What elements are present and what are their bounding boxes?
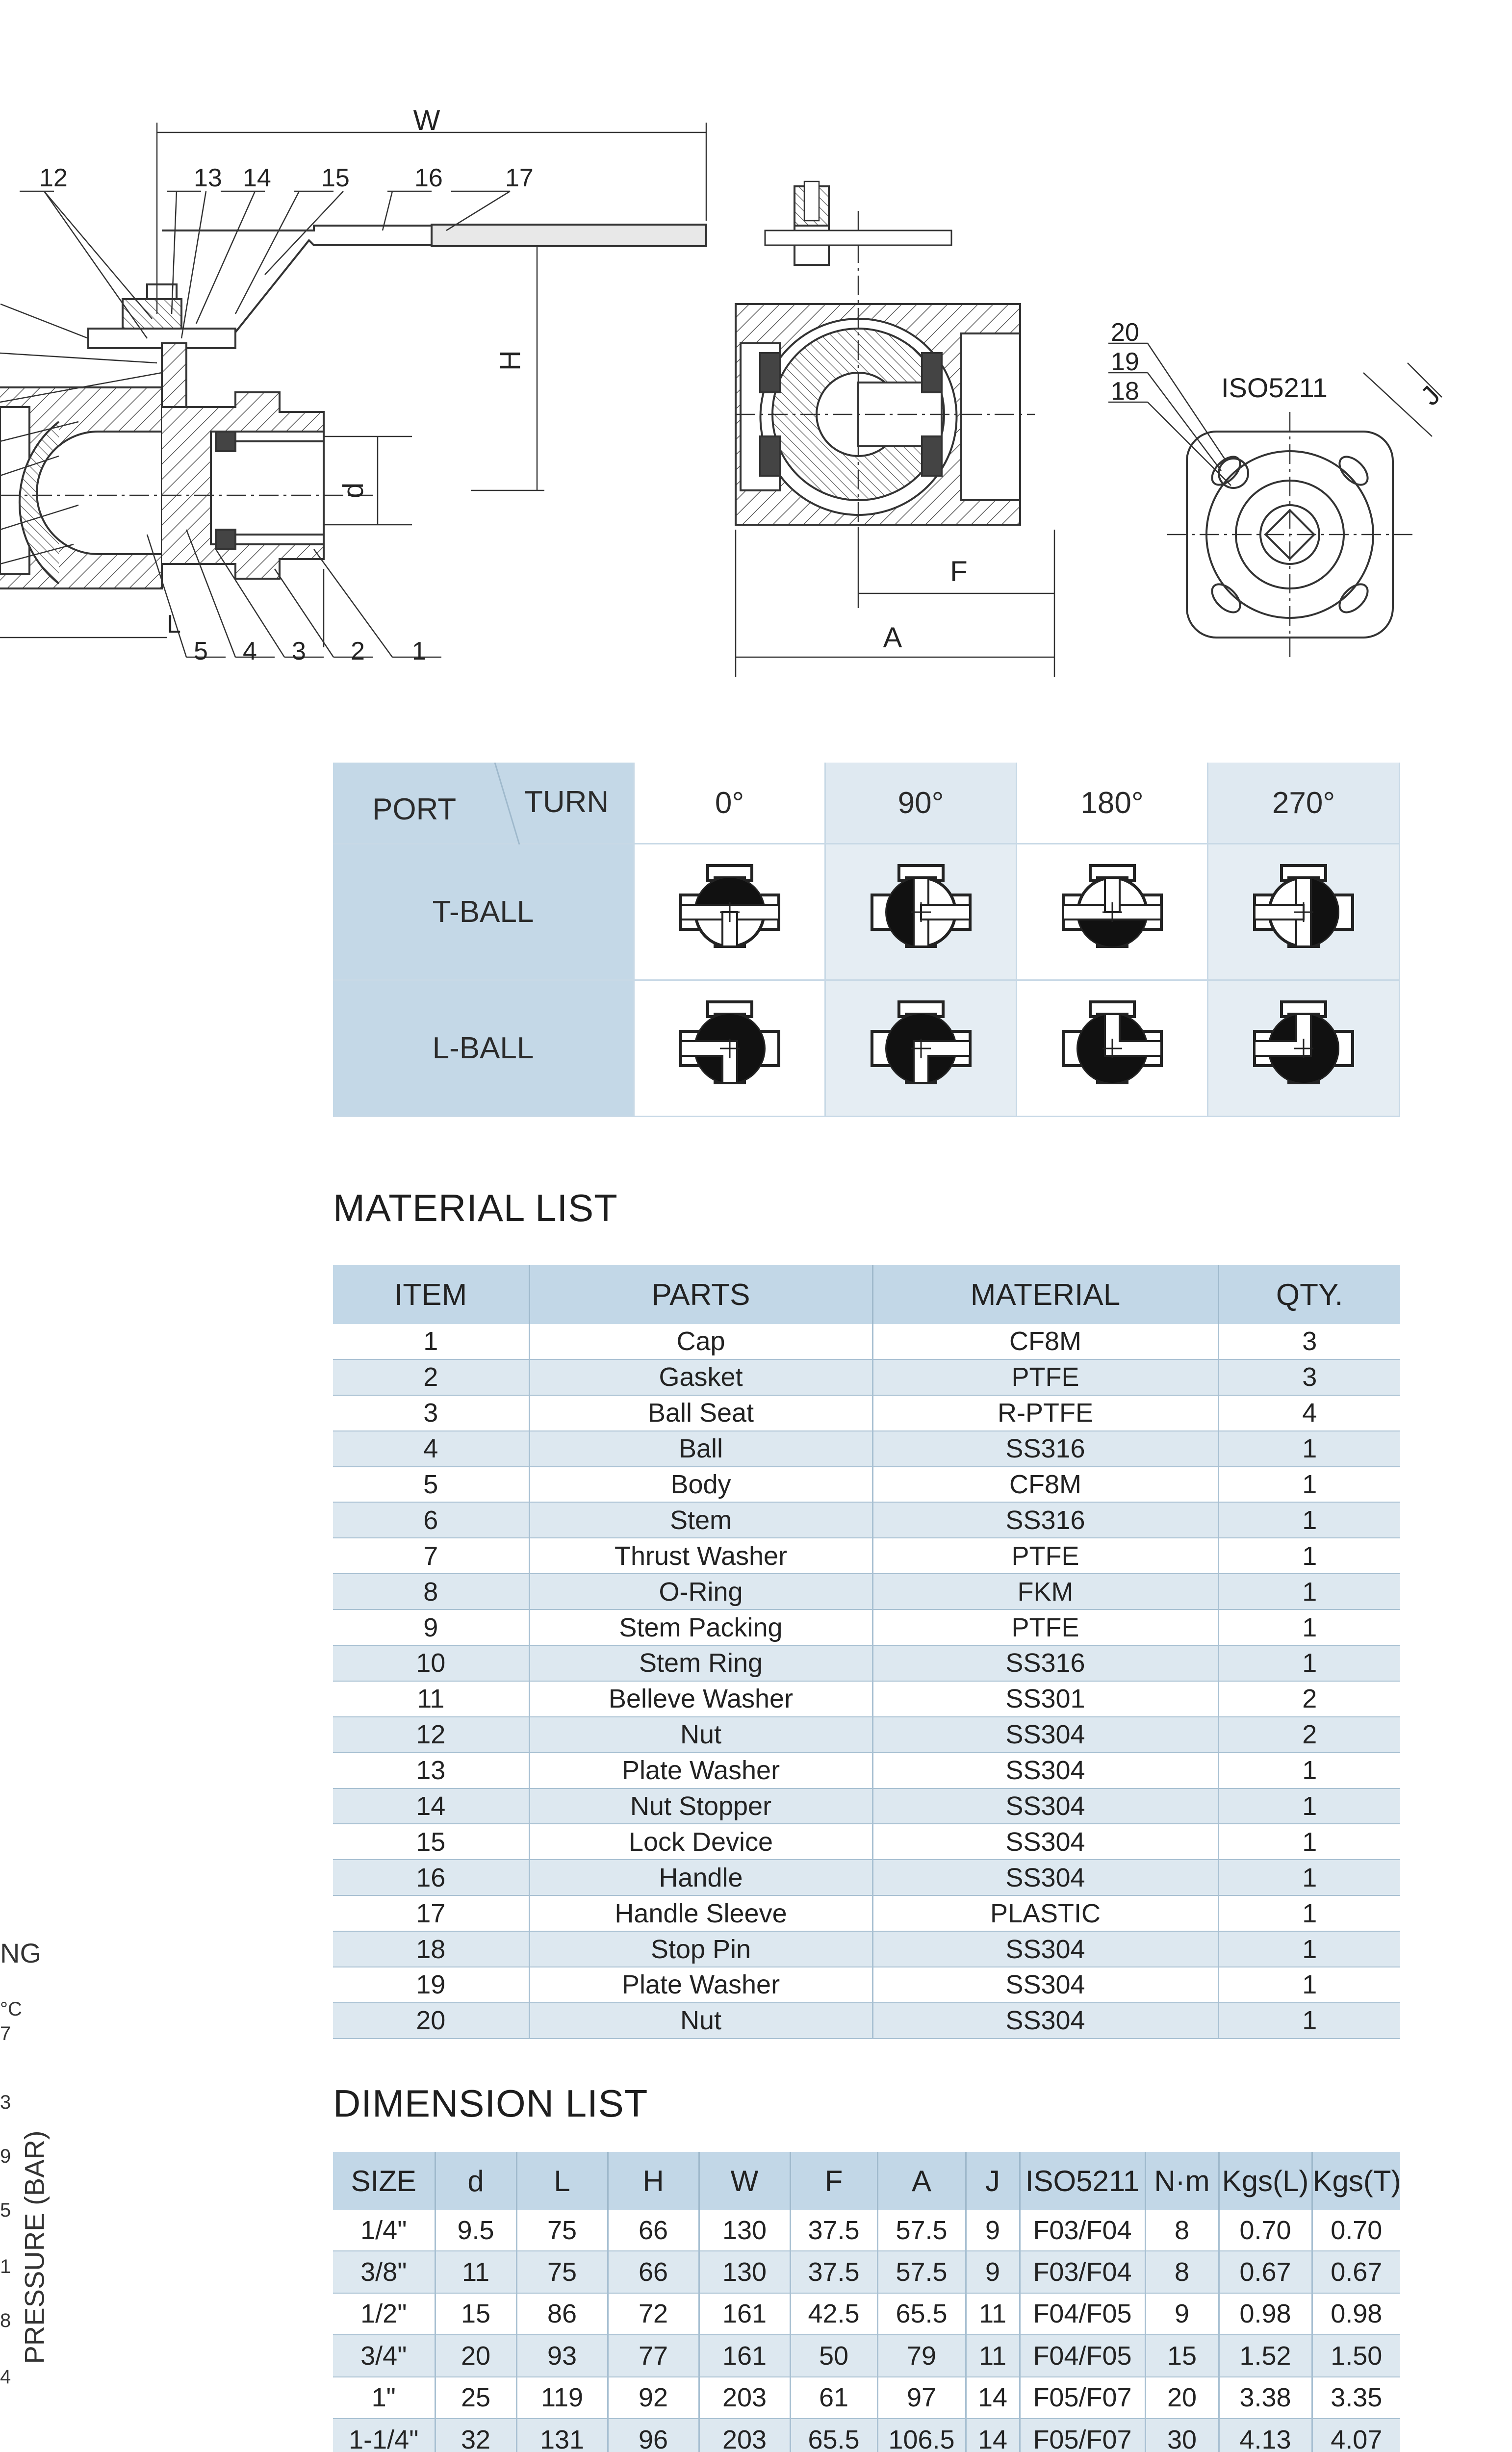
dimension-cell: 20 (1145, 2377, 1219, 2419)
material-row (333, 1467, 1400, 1503)
dimension-cell: 20 (435, 2335, 516, 2376)
dimension-cell: 75 (516, 2251, 608, 2293)
dimension-cell: F04/F05 (1020, 2335, 1145, 2376)
material-cell: SS304 (872, 1860, 1218, 1895)
material-cell: Stem Packing (529, 1609, 872, 1645)
dimension-cell: F03/F04 (1020, 2210, 1145, 2251)
material-cell: 1 (1218, 1753, 1400, 1788)
l-ball-180-icon (1049, 990, 1176, 1107)
dimension-cell: 15 (1145, 2335, 1219, 2376)
axis-number-2: 3 (0, 2092, 11, 2113)
dimension-cell: 92 (608, 2377, 699, 2419)
callout-13: 13 (194, 164, 222, 192)
callout-18: 18 (1111, 377, 1139, 406)
material-cell: 18 (333, 1931, 529, 1967)
dimension-cell: 86 (516, 2293, 608, 2335)
dimension-cell: 1/4" (333, 2210, 435, 2251)
t-ball-270-cell (1208, 844, 1400, 981)
callout-3: 3 (292, 637, 306, 665)
dimension-header-cell: W (699, 2152, 790, 2210)
material-cell: SS304 (872, 1753, 1218, 1788)
material-header-cell: PARTS (529, 1265, 872, 1324)
callout-19: 19 (1111, 348, 1139, 376)
material-cell: SS316 (872, 1431, 1218, 1467)
dimension-header-cell: d (435, 2152, 516, 2210)
dimension-row (333, 2251, 1400, 2293)
dimension-cell: 8 (1145, 2210, 1219, 2251)
material-cell: 1 (1218, 1431, 1400, 1467)
dimension-cell: 1/2" (333, 2293, 435, 2335)
material-cell: 12 (333, 1717, 529, 1753)
dimension-cell: 9.5 (435, 2210, 516, 2251)
dimension-cell: 0.70 (1219, 2210, 1312, 2251)
dimension-cell: 9 (966, 2210, 1020, 2251)
dimension-cell: 0.67 (1219, 2251, 1312, 2293)
t-ball-label: T-BALL (333, 844, 635, 981)
angle-270: 270° (1208, 763, 1400, 844)
dimension-cell: 130 (699, 2210, 790, 2251)
dimension-cell: 119 (516, 2377, 608, 2419)
dimension-cell: 1.50 (1312, 2335, 1400, 2376)
dimension-cell: 0.67 (1312, 2251, 1400, 2293)
dimension-header-cell: ISO5211 (1020, 2152, 1145, 2210)
dimension-cell: 32 (435, 2419, 516, 2452)
dimension-cell: 50 (790, 2335, 877, 2376)
material-cell: 5 (333, 1467, 529, 1503)
dimension-cell: 61 (790, 2377, 877, 2419)
material-cell: Stem Ring (529, 1645, 872, 1681)
axis-number-6: 8 (0, 2310, 11, 2331)
material-cell: 1 (1218, 1860, 1400, 1895)
dimension-header-cell: N·m (1145, 2152, 1219, 2210)
material-cell: PTFE (872, 1538, 1218, 1574)
material-cell: 2 (1218, 1681, 1400, 1717)
material-header-cell: QTY. (1218, 1265, 1400, 1324)
dimension-cell: 14 (966, 2419, 1020, 2452)
material-cell: PTFE (872, 1359, 1218, 1395)
callout-1: 1 (412, 637, 426, 665)
dimension-cell: 77 (608, 2335, 699, 2376)
material-cell: 1 (1218, 1895, 1400, 1931)
material-row (333, 1324, 1400, 1359)
t-ball-270-icon (1240, 853, 1367, 971)
material-cell: 10 (333, 1645, 529, 1681)
dimension-cell: 97 (877, 2377, 966, 2419)
dimension-cell: 93 (516, 2335, 608, 2376)
t-ball-90-icon (857, 853, 985, 971)
dimension-cell: 11 (966, 2293, 1020, 2335)
material-row (333, 1860, 1400, 1895)
material-cell: SS304 (872, 1788, 1218, 1824)
dimension-header-row (333, 2152, 1400, 2210)
material-cell: 17 (333, 1895, 529, 1931)
t-ball-90-cell (826, 844, 1017, 981)
t-ball-180-cell (1017, 844, 1208, 981)
callout-15: 15 (321, 164, 350, 192)
material-cell: O-Ring (529, 1574, 872, 1609)
dimension-cell: 0.70 (1312, 2210, 1400, 2251)
dimension-cell: 161 (699, 2335, 790, 2376)
axis-number-5: 1 (0, 2256, 11, 2277)
material-cell: 1 (1218, 1788, 1400, 1824)
dimension-header-cell: A (877, 2152, 966, 2210)
dim-l-label: L (167, 610, 181, 639)
dimension-list-title: DIMENSION LIST (333, 2082, 648, 2125)
dimension-row (333, 2377, 1400, 2419)
dimension-cell: 79 (877, 2335, 966, 2376)
material-row (333, 1824, 1400, 1860)
material-cell: 3 (333, 1395, 529, 1431)
material-header-row (333, 1265, 1400, 1324)
dimension-cell: 3.38 (1219, 2377, 1312, 2419)
material-cell: Plate Washer (529, 1753, 872, 1788)
dimension-cell: 30 (1145, 2419, 1219, 2452)
dimension-cell: F05/F07 (1020, 2377, 1145, 2419)
dimension-cell: 1.52 (1219, 2335, 1312, 2376)
dimension-cell: 72 (608, 2293, 699, 2335)
material-cell: Nut Stopper (529, 1788, 872, 1824)
dimension-cell: 161 (699, 2293, 790, 2335)
material-row (333, 1502, 1400, 1538)
dimension-cell: 14 (966, 2377, 1020, 2419)
l-ball-0-icon (666, 990, 794, 1107)
dimension-header-cell: L (516, 2152, 608, 2210)
t-ball-0-icon (666, 853, 794, 971)
material-row (333, 1895, 1400, 1931)
material-cell: SS304 (872, 2003, 1218, 2039)
material-cell: SS301 (872, 1681, 1218, 1717)
callout-16: 16 (414, 164, 443, 192)
dimension-row (333, 2293, 1400, 2335)
material-row (333, 2003, 1400, 2039)
material-cell: 3 (1218, 1359, 1400, 1395)
material-cell: SS316 (872, 1502, 1218, 1538)
dimension-cell: F05/F07 (1020, 2419, 1145, 2452)
material-cell: Stop Pin (529, 1931, 872, 1967)
material-cell: Plate Washer (529, 1967, 872, 2003)
material-cell: 20 (333, 2003, 529, 2039)
body-section-view (736, 181, 1054, 677)
material-cell: PTFE (872, 1609, 1218, 1645)
material-cell: 1 (1218, 1502, 1400, 1538)
dimension-cell: 9 (966, 2251, 1020, 2293)
dimension-cell: 0.98 (1312, 2293, 1400, 2335)
l-ball-180-cell (1017, 981, 1208, 1117)
material-cell: 3 (1218, 1324, 1400, 1359)
dimension-cell: 11 (966, 2335, 1020, 2376)
dimension-cell: 65.5 (790, 2419, 877, 2452)
material-cell: 15 (333, 1824, 529, 1860)
material-header-cell: MATERIAL (872, 1265, 1218, 1324)
material-cell: 1 (1218, 1931, 1400, 1967)
material-cell: Thrust Washer (529, 1538, 872, 1574)
dim-j-label: J (1414, 380, 1446, 411)
callout-5: 5 (194, 637, 208, 665)
material-row (333, 1753, 1400, 1788)
dimension-cell: 66 (608, 2210, 699, 2251)
dimension-header-cell: H (608, 2152, 699, 2210)
material-row (333, 1609, 1400, 1645)
material-cell: 1 (1218, 1467, 1400, 1503)
dimension-cell: 3/8" (333, 2251, 435, 2293)
t-ball-0-cell (635, 844, 826, 981)
dimension-cell: 203 (699, 2419, 790, 2452)
l-ball-90-icon (857, 990, 985, 1107)
material-cell: Ball Seat (529, 1395, 872, 1431)
material-cell: SS304 (872, 1967, 1218, 2003)
callout-17: 17 (505, 164, 534, 192)
material-cell: 9 (333, 1609, 529, 1645)
material-cell: SS304 (872, 1931, 1218, 1967)
callout-14: 14 (243, 164, 271, 192)
material-cell: 4 (333, 1431, 529, 1467)
dimension-cell: 130 (699, 2251, 790, 2293)
dimension-header-cell: J (966, 2152, 1020, 2210)
pressure-axis-label: PRESSURE (BAR) (19, 2130, 50, 2364)
material-cell: 19 (333, 1967, 529, 2003)
material-cell: 7 (333, 1538, 529, 1574)
dimension-row (333, 2419, 1400, 2452)
angle-180: 180° (1017, 763, 1208, 844)
dimension-cell: 42.5 (790, 2293, 877, 2335)
material-cell: Gasket (529, 1359, 872, 1395)
dimension-cell: 8 (1145, 2251, 1219, 2293)
material-cell: SS304 (872, 1824, 1218, 1860)
dimension-cell: 131 (516, 2419, 608, 2452)
material-row (333, 1967, 1400, 2003)
dimension-cell: 57.5 (877, 2251, 966, 2293)
dimension-header-cell: Kgs(L) (1219, 2152, 1312, 2210)
dimension-cell: 57.5 (877, 2210, 966, 2251)
material-header-cell: ITEM (333, 1265, 529, 1324)
material-table (333, 1265, 1400, 2039)
callout-2: 2 (351, 637, 365, 665)
dimension-cell: 25 (435, 2377, 516, 2419)
dimension-cell: 65.5 (877, 2293, 966, 2335)
valve-drawings (0, 0, 1512, 696)
material-cell: CF8M (872, 1467, 1218, 1503)
material-cell: FKM (872, 1574, 1218, 1609)
material-cell: SS316 (872, 1645, 1218, 1681)
material-list-title: MATERIAL LIST (333, 1186, 618, 1229)
callout-20: 20 (1111, 318, 1139, 347)
material-cell: 16 (333, 1860, 529, 1895)
dimension-header-cell: Kgs(T) (1312, 2152, 1400, 2210)
material-cell: 11 (333, 1681, 529, 1717)
material-cell: 1 (1218, 1609, 1400, 1645)
l-ball-270-icon (1240, 990, 1367, 1107)
section-view (0, 123, 706, 657)
axis-number-3: 9 (0, 2146, 11, 2167)
material-cell: 1 (1218, 2003, 1400, 2039)
material-cell: 1 (1218, 1967, 1400, 2003)
dim-w-label: W (413, 104, 440, 136)
dimension-cell: F03/F04 (1020, 2251, 1145, 2293)
material-cell: Handle Sleeve (529, 1895, 872, 1931)
material-row (333, 1681, 1400, 1717)
material-cell: 1 (1218, 1574, 1400, 1609)
iso5211-label: ISO5211 (1221, 372, 1328, 403)
dimension-cell: 1" (333, 2377, 435, 2419)
material-cell: Nut (529, 2003, 872, 2039)
material-cell: SS304 (872, 1717, 1218, 1753)
material-cell: 6 (333, 1502, 529, 1538)
dim-f-label: F (950, 556, 968, 587)
material-cell: Cap (529, 1324, 872, 1359)
material-cell: 4 (1218, 1395, 1400, 1431)
material-row (333, 1645, 1400, 1681)
callout-12: 12 (39, 164, 68, 192)
axis-number-1: 7 (0, 2023, 11, 2044)
material-row (333, 1538, 1400, 1574)
t-ball-180-icon (1049, 853, 1176, 971)
l-ball-0-cell (635, 981, 826, 1117)
dimension-cell: 3.35 (1312, 2377, 1400, 2419)
material-row (333, 1931, 1400, 1967)
dimension-cell: 11 (435, 2251, 516, 2293)
material-row (333, 1717, 1400, 1753)
dimension-cell: 75 (516, 2210, 608, 2251)
angle-90: 90° (826, 763, 1017, 844)
l-ball-label: L-BALL (333, 981, 635, 1117)
dimension-cell: 4.13 (1219, 2419, 1312, 2452)
material-cell: Stem (529, 1502, 872, 1538)
axis-number-7: 4 (0, 2366, 11, 2388)
material-row (333, 1788, 1400, 1824)
dimension-cell: 15 (435, 2293, 516, 2335)
dimension-cell: 106.5 (877, 2419, 966, 2452)
material-cell: Body (529, 1467, 872, 1503)
angle-0: 0° (635, 763, 826, 844)
port-turn-header-cell (333, 763, 635, 844)
dimension-cell: 66 (608, 2251, 699, 2293)
port-turn-table (333, 763, 1400, 1117)
axis-number-4: 5 (0, 2199, 11, 2221)
dimension-row (333, 2335, 1400, 2376)
material-cell: 1 (1218, 1645, 1400, 1681)
material-cell: 14 (333, 1788, 529, 1824)
dimension-cell: 37.5 (790, 2251, 877, 2293)
l-ball-90-cell (826, 981, 1017, 1117)
dimension-cell: 3/4" (333, 2335, 435, 2376)
dim-h-label: H (494, 350, 526, 371)
dimension-cell: 96 (608, 2419, 699, 2452)
material-cell: 1 (1218, 1538, 1400, 1574)
material-row (333, 1359, 1400, 1395)
material-cell: 2 (1218, 1717, 1400, 1753)
material-cell: 8 (333, 1574, 529, 1609)
l-ball-270-cell (1208, 981, 1400, 1117)
material-row (333, 1574, 1400, 1609)
turn-label: TURN (524, 785, 609, 819)
material-cell: 1 (1218, 1824, 1400, 1860)
material-cell: Nut (529, 1717, 872, 1753)
celsius-fragment: °C (0, 1998, 22, 2020)
dimension-cell: 1-1/4" (333, 2419, 435, 2452)
callout-4: 4 (243, 637, 257, 665)
dimension-cell: 37.5 (790, 2210, 877, 2251)
dimension-cell: F04/F05 (1020, 2293, 1145, 2335)
dimension-cell: 9 (1145, 2293, 1219, 2335)
port-label: PORT (372, 792, 457, 826)
rating-title-fragment: NG (0, 1938, 41, 1968)
material-cell: 13 (333, 1753, 529, 1788)
dimension-cell: 4.07 (1312, 2419, 1400, 2452)
material-cell: Handle (529, 1860, 872, 1895)
dim-d-label: d (337, 482, 369, 499)
dimension-header-cell: F (790, 2152, 877, 2210)
material-cell: CF8M (872, 1324, 1218, 1359)
material-row (333, 1395, 1400, 1431)
material-cell: 1 (333, 1324, 529, 1359)
dimension-cell: 203 (699, 2377, 790, 2419)
material-cell: Belleve Washer (529, 1681, 872, 1717)
dimension-row (333, 2210, 1400, 2251)
material-cell: 2 (333, 1359, 529, 1395)
material-cell: R-PTFE (872, 1395, 1218, 1431)
dimension-header-cell: SIZE (333, 2152, 435, 2210)
material-row (333, 1431, 1400, 1467)
material-cell: Ball (529, 1431, 872, 1467)
material-cell: Lock Device (529, 1824, 872, 1860)
dim-a-label: A (883, 622, 902, 654)
dimension-cell: 0.98 (1219, 2293, 1312, 2335)
material-cell: PLASTIC (872, 1895, 1218, 1931)
dimension-table (333, 2152, 1400, 2452)
